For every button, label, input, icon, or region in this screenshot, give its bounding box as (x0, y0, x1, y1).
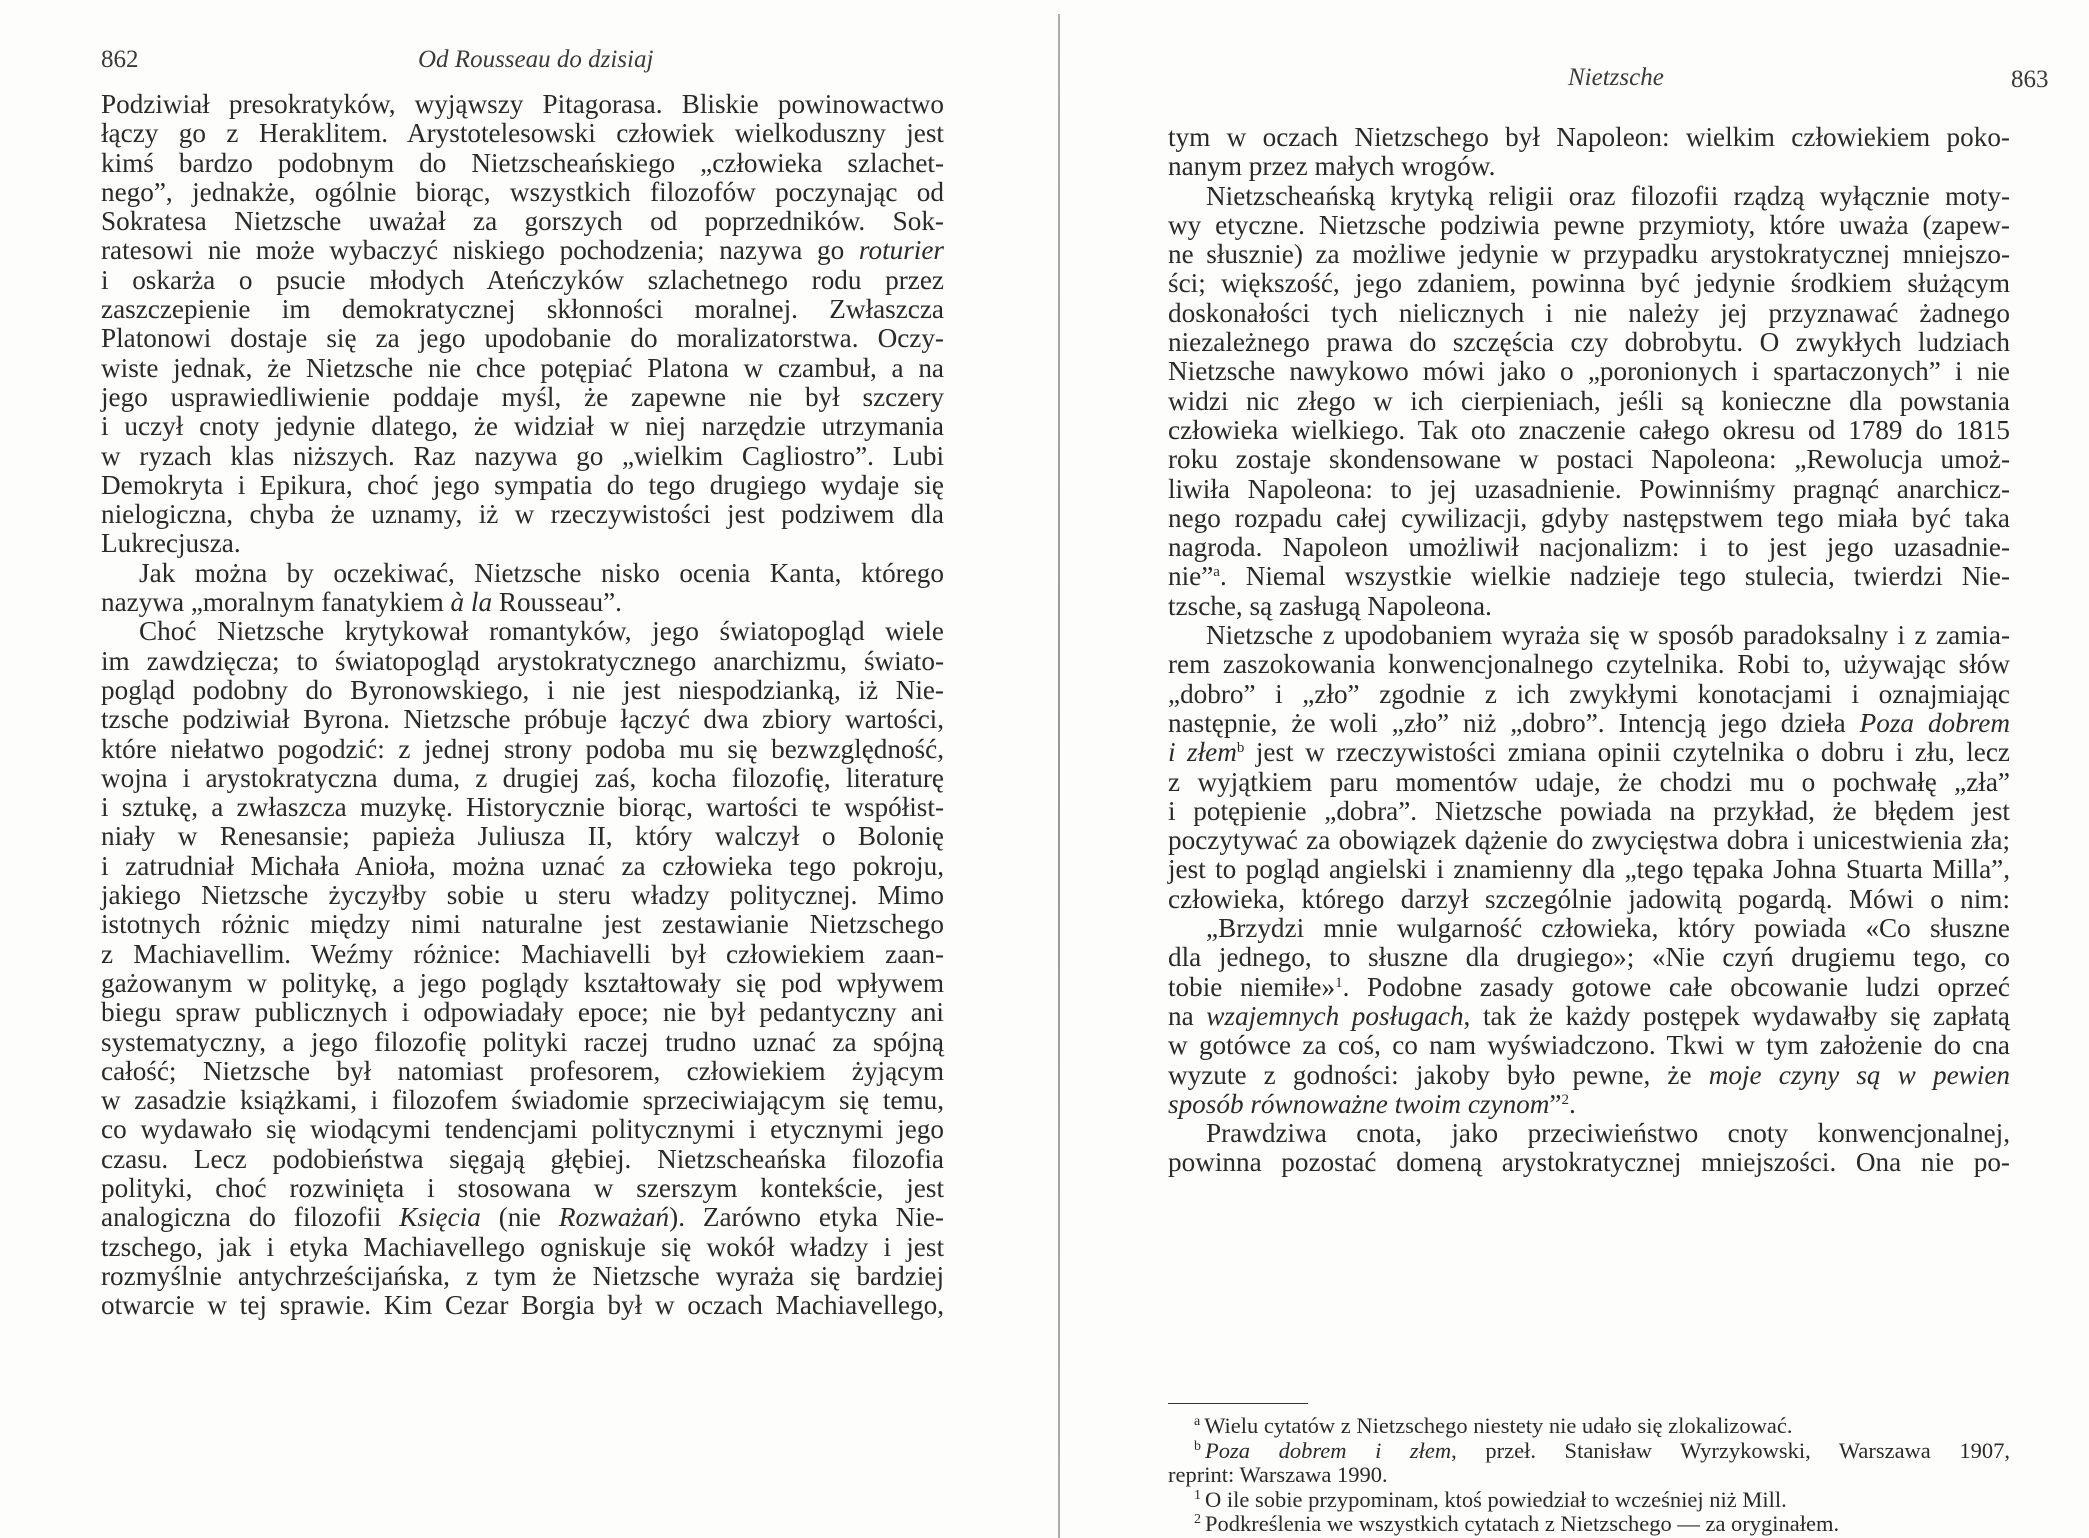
running-head-right: Nietzsche (1568, 64, 1664, 91)
text-run: Nietzsche nawykowo mówi jako o „poronionych i spartaczonych” i nie (1168, 356, 2010, 387)
text-line (101, 910, 944, 939)
text-run: „Brzydzi mnie wulgarność człowieka, który powiada «Co słuszne (1206, 913, 2010, 944)
text-run: biegu spraw publicznych i odpowiadały epoce; nie był pedantyczny ani (101, 997, 944, 1028)
text-line (101, 1262, 944, 1291)
text-line (101, 354, 944, 383)
text-run: nagroda. Napoleon umożliwił nacjonalizm: i to jest jego uzasadnie- (1168, 532, 2010, 563)
text-run: w gotówce za coś, co nam wyświadczono. Tkwi w tym założenie do cna (1168, 1030, 2010, 1061)
text-line (101, 383, 944, 412)
left-page-body (101, 90, 944, 1320)
text-run: ści; większość, jego zdaniem, powinna być jedynie środkiem służącym (1168, 268, 2010, 299)
text-line (1168, 797, 2010, 826)
text-run: jakiego Nietzsche życzyłby sobie u steru władzy politycznej. Mimo (101, 880, 944, 911)
text-line (101, 236, 944, 265)
text-run: Sokratesa Nietzsche uważał za gorszych od poprzedników. Sok- (101, 206, 944, 237)
text-line (1168, 562, 2010, 591)
text-run: następnie, że woli „zło” niż „dobro”. Intencją jego dzieła (1168, 707, 1860, 738)
text-run: tobie niemiłe» (1168, 971, 1336, 1002)
text-run: polityki, choć rozwinięta i stosowana w szerszym kontekście, jest (101, 1172, 944, 1203)
text-run: nanym przez małych wrogów. (1168, 151, 1496, 182)
text-line (101, 442, 944, 471)
text-line (1168, 445, 2010, 474)
italic-run: Rozważań (558, 1202, 670, 1233)
text-run: im zawdzięcza; to światopogląd arystokratycznego anarchizmu, świato- (101, 645, 944, 676)
text-line (1168, 1090, 2010, 1119)
text-run: łączy go z Heraklitem. Arystotelesowski człowiek wielkoduszny jest (101, 118, 944, 149)
text-run: dla jednego, to słuszne dla drugiego»; «Nie czyń drugiemu tego, co (1168, 942, 2010, 973)
footnote (1168, 1488, 2010, 1513)
text-run: wiste jednak, że Nietzsche nie chce potępiać Platona w czambuł, a na (101, 352, 944, 383)
text-line (1168, 211, 2010, 240)
text-line (101, 1203, 944, 1232)
text-line (101, 500, 944, 529)
text-run: tym w oczach Nietzschego był Napoleon: wielkim człowiekiem poko- (1168, 122, 2010, 152)
text-line (101, 1174, 944, 1203)
text-run: które niełatwo pogodzić: z jednej strony podoba mu się bezwzględność, (101, 733, 944, 764)
text-line (101, 881, 944, 910)
text-line (1168, 943, 2010, 972)
text-run: rem zaszokowania konwencjonalnego czytelnika. Robi to, używając słów (1168, 649, 2010, 680)
text-run: zaszczepienie im demokratycznej skłonności moralnej. Zwłaszcza (101, 294, 944, 325)
text-line (101, 822, 944, 851)
text-line (1168, 240, 2010, 269)
text-run: kimś bardzo podobnym do Nietzscheańskiego „człowieka szlachet- (101, 147, 944, 178)
text-run: gażowanym w politykę, a jego poglądy kształtowały się pod wpływem (101, 967, 944, 998)
text-line (101, 1291, 944, 1320)
text-line (1168, 123, 2010, 152)
text-run: nielogiczna, chyba że uznamy, iż w rzeczywistości jest podziwem dla (101, 499, 944, 530)
text-line (1168, 504, 2010, 533)
footnote (1168, 1512, 2010, 1537)
text-run: nie” (1168, 561, 1214, 592)
text-run: z Machiavellim. Weźmy różnice: Machiavelli był człowiekiem zaan- (101, 938, 944, 969)
text-run: rozmyślnie antychrześcijańska, z tym że Nietzsche wyraża się bardziej (101, 1260, 944, 1291)
text-line (101, 1233, 944, 1262)
text-run: tzschego, jak i etyka Machiavellego ogniskuje się wokół władzy i jest (101, 1231, 944, 1262)
text-run: „dobro” i „zło” zgodnie z ich zwykłymi konotacjami i oznajmiając (1168, 678, 2010, 709)
text-run: Choć Nietzsche krytykował romantyków, jego światopogląd wiele (139, 616, 944, 647)
text-line (1168, 533, 2010, 562)
footnote (1168, 1439, 2010, 1464)
text-run: i zatrudniał Michała Anioła, można uznać za człowieka tego pokroju, (101, 850, 944, 881)
italic-run: à la (450, 587, 493, 618)
text-run: ” (1549, 1088, 1562, 1119)
page-number-left: 862 (101, 46, 139, 73)
text-line (101, 178, 944, 207)
text-line (101, 1086, 944, 1115)
text-run: poczytywać za obowiązek dążenie do zwycięstwa dobra i unicestwienia zła; (1168, 825, 2010, 856)
text-run: ratesowi nie może wybaczyć niskiego pochodzenia; nazywa go (101, 235, 859, 266)
text-run: niezależnego prawa do szczęścia czy dobrobytu. O zwykłych ludziach (1168, 327, 2010, 358)
text-line (1168, 387, 2010, 416)
text-run: i potępienie „dobra”. Nietzsche powiada na przykład, że błędem jest (1168, 795, 2010, 826)
text-line (101, 1057, 944, 1086)
text-run: nego”, jednakże, ogólnie biorąc, wszystkich filozofów poczynając od (101, 176, 944, 207)
text-line (101, 1115, 944, 1144)
text-run: otwarcie w tej sprawie. Kim Cezar Borgia był w oczach Machiavellego, (101, 1290, 944, 1321)
footnote-separator (1168, 1403, 1308, 1404)
italic-run: i złem (1168, 737, 1237, 768)
footnote-italic: Poza dobrem i złem (1205, 1437, 1452, 1463)
text-run: analogiczna do filozofii (101, 1202, 400, 1233)
text-line (1168, 738, 2010, 767)
text-line (101, 676, 944, 705)
page-number-right: 863 (2011, 66, 2049, 93)
text-run: wyzute z godności: jakoby było pewne, że (1168, 1059, 1709, 1090)
footnotes (1168, 1414, 2010, 1537)
text-line (1168, 269, 2010, 298)
text-line (101, 705, 944, 734)
text-run: wojna i arystokratyczna duma, z drugiej zaś, kocha filozofię, literaturę (101, 762, 944, 793)
footnote-ref: 1 (1335, 974, 1343, 991)
text-line (1168, 592, 2010, 621)
text-line (101, 119, 944, 148)
text-run: liwiła Napoleona: to jej uzasadnienie. Powinniśmy pragnąć anarchicz- (1168, 473, 2010, 504)
footnote-mark: b (1194, 1438, 1201, 1454)
text-run: Podziwiał presokratyków, wyjąwszy Pitagorasa. Bliskie powinowactwo (101, 89, 944, 119)
text-line (101, 412, 944, 441)
text-line (101, 852, 944, 881)
text-run: Lukrecjusza. (101, 528, 241, 559)
text-run: tzsche, są zasługą Napoleona. (1168, 590, 1492, 621)
text-line (1168, 826, 2010, 855)
italic-run: Księcia (399, 1202, 481, 1233)
text-line (1168, 885, 2010, 914)
footnote (1168, 1463, 2010, 1488)
text-line (1168, 973, 2010, 1002)
text-run: człowieka wielkiego. Tak oto znaczenie całego okresu od 1789 do 1815 (1168, 414, 2010, 445)
text-run: , tak że każdy postępek wydawałby się zapłatą (1463, 1000, 2010, 1031)
text-run: na (1168, 1000, 1207, 1031)
text-line (1168, 1061, 2010, 1090)
text-run: i sztukę, a zwłaszcza muzykę. Historycznie biorąc, wartości te współist- (101, 792, 944, 823)
text-line (101, 969, 944, 998)
text-run: Nietzscheańską krytyką religii oraz filozofii rządzą wyłącznie moty- (1206, 180, 2010, 211)
text-run: człowieka, którego darzył szczególnie jadowitą pogardą. Mówi o nim: (1168, 883, 2010, 914)
text-line (101, 324, 944, 353)
footnote-text: Podkreślenia we wszystkich cytatach z Nietzschego — za oryginałem. (1205, 1511, 1840, 1536)
text-line (1168, 709, 2010, 738)
text-line (101, 588, 944, 617)
text-line (1168, 416, 2010, 445)
text-line (101, 207, 944, 236)
footnote (1168, 1414, 2010, 1439)
italic-run: sposób równoważne twoim czynom (1168, 1088, 1550, 1119)
text-run: roku zostaje skondensowane w postaci Napoleona: „Rewolucja umoż- (1168, 444, 2010, 475)
text-line (101, 940, 944, 969)
text-line (1168, 680, 2010, 709)
text-run: nazywa „moralnym fanatykiem (101, 587, 451, 618)
text-line (101, 149, 944, 178)
text-line (1168, 152, 2010, 181)
text-line (101, 529, 944, 558)
text-run: jest w rzeczywistości zmiana opinii czytelnika o dobru i złu, lecz (1244, 737, 2010, 768)
italic-run: moje czyny są w pewien (1708, 1059, 2010, 1090)
footnote-mark: a (1194, 1414, 1201, 1429)
text-run: ne słusznie) za możliwe jedynie w przypadku arystokratycznej mniejszo- (1168, 239, 2010, 270)
text-line (101, 617, 944, 646)
text-run: niały w Renesansie; papieża Juliusza II, który walczył o Bolonię (101, 821, 944, 852)
text-run: powinna pozostać domeną arystokratycznej mniejszości. Ona nie po- (1168, 1147, 2010, 1178)
text-line (1168, 1119, 2010, 1148)
text-run: widzi nic złego w ich cierpieniach, jeśli są konieczne dla powstania (1168, 385, 2010, 416)
text-line (1168, 357, 2010, 386)
footnote-ref: 2 (1561, 1091, 1569, 1108)
text-line (1168, 768, 2010, 797)
text-line (101, 764, 944, 793)
text-run: w zasadzie książkami, i filozofem świadomie sprzeciwiającym się temu, (101, 1085, 944, 1116)
text-run: Platonowi dostaje się za jego upodobanie do moralizatorstwa. Oczy- (101, 323, 944, 354)
text-line (1168, 1148, 2010, 1177)
text-line (1168, 855, 2010, 884)
text-run: całość; Nietzsche był natomiast profesorem, człowiekiem żyjącym (101, 1055, 944, 1086)
text-run: Jak można by oczekiwać, Nietzsche nisko ocenia Kanta, którego (139, 557, 944, 588)
text-run: Nietzsche z upodobaniem wyraża się w sposób paradoksalny i z zamia- (1206, 620, 2010, 651)
text-run: (nie (480, 1202, 559, 1233)
text-line (101, 90, 944, 119)
text-run: pogląd podobny do Byronowskiego, i nie jest niespodzianką, iż Nie- (101, 674, 944, 705)
text-run: Prawdziwa cnota, jako przeciwieństwo cnoty konwencjonalnej, (1206, 1118, 2010, 1149)
text-run: istotnych różnic między nimi naturalne jest zestawianie Nietzschego (101, 909, 944, 940)
text-line (101, 471, 944, 500)
text-line (101, 559, 944, 588)
footnote-text: Wielu cytatów z Nietzschego niestety nie udało się zlokalizować. (1204, 1413, 1793, 1438)
text-line (1168, 299, 2010, 328)
text-line (1168, 621, 2010, 650)
text-line (101, 295, 944, 324)
text-run: w ryzach klas niższych. Raz nazywa go „wielkim Cagliostro”. Lubi (101, 440, 944, 471)
text-run: doskonałości tych nielicznych i nie należy jej przyznawać żadnego (1168, 297, 2010, 328)
text-run: jego usprawiedliwienie poddaje myśl, że zapewne nie był szczery (101, 381, 944, 412)
text-line (1168, 1002, 2010, 1031)
text-line (101, 647, 944, 676)
text-run: jest to pogląd angielski i znamienny dla „tego tępaka Johna Stuarta Milla”, (1168, 854, 2010, 885)
italic-run: roturier (858, 235, 944, 266)
text-run: i oskarża o psucie młodych Ateńczyków szlachetnego rodu przez (101, 264, 944, 295)
text-line (101, 266, 944, 295)
text-line (101, 1145, 944, 1174)
text-line (101, 735, 944, 764)
text-line (1168, 182, 2010, 211)
text-line (101, 998, 944, 1027)
text-line (101, 793, 944, 822)
text-line (1168, 475, 2010, 504)
footnote-mark: 1 (1194, 1487, 1201, 1503)
text-run: co wydawało się wiodącymi tendencjami politycznymi i etycznymi jego (101, 1114, 944, 1145)
text-run: wy etyczne. Nietzsche podziwia pewne przymioty, które uważa (zapew- (1168, 209, 2010, 240)
right-page-body (1168, 123, 2010, 1178)
text-run: i uczył cnoty jedynie dlatego, że widział w niej narzędzie utrzymania (101, 411, 944, 442)
text-run: nego rozpadu całej cywilizacji, gdyby następstwem tego miała być taka (1168, 502, 2010, 533)
text-line (101, 1028, 944, 1057)
footnote-ref: a (1213, 564, 1220, 581)
footnote-text: reprint: Warszawa 1990. (1168, 1462, 1388, 1487)
text-run: tzsche podziwiał Byrona. Nietzsche próbuje łączyć dwa zbiory wartości, (101, 704, 944, 735)
text-run: Rousseau”. (492, 587, 622, 618)
text-line (1168, 328, 2010, 357)
text-line (1168, 914, 2010, 943)
text-line (1168, 1031, 2010, 1060)
text-run: . Niemal wszystkie wielkie nadzieje tego stulecia, twierdzi Nie- (1219, 561, 2010, 592)
italic-run: wzajemnych posługach (1206, 1000, 1464, 1031)
text-run: . (1568, 1088, 1576, 1119)
text-run: . Podobne zasady gotowe całe obcowanie ludzi oprzeć (1342, 971, 2011, 1002)
text-run: Demokryta i Epikura, choć jego sympatia do tego drugiego wydaje się (101, 469, 944, 500)
text-run: ). Zarówno etyka Nie- (669, 1202, 944, 1233)
text-line (1168, 650, 2010, 679)
running-head-left: Od Rousseau do dzisiaj (418, 46, 654, 73)
footnote-text: , przeł. Stanisław Wyrzykowski, Warszawa 1907, (1451, 1437, 2010, 1463)
footnote-text: O ile sobie przypominam, ktoś powiedział to wcześniej niż Mill. (1205, 1486, 1787, 1512)
footnote-mark: 2 (1194, 1512, 1201, 1527)
text-run: systematyczny, a jego filozofię polityki raczej trudno uznać za spójną (101, 1026, 944, 1057)
footnote-ref: b (1236, 740, 1245, 757)
text-run: czasu. Lecz podobieństwa sięgają głębiej. Nietzscheańska filozofia (101, 1143, 944, 1174)
italic-run: Poza dobrem (1859, 707, 2010, 738)
text-run: z wyjątkiem paru momentów udaje, że chodzi mu o pochwałę „zła” (1168, 766, 2010, 797)
